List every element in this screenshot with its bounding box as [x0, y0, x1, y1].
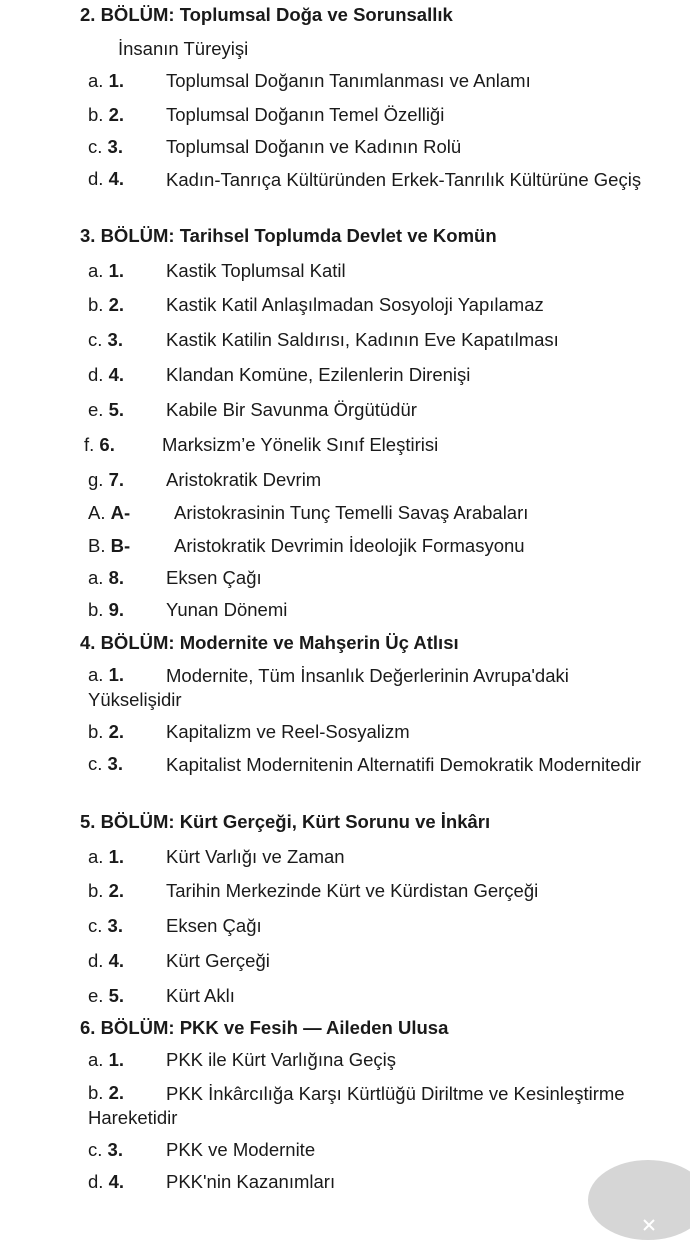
item-marker: d. 4.: [88, 1171, 125, 1192]
item-text: Yunan Dönemi: [166, 599, 288, 620]
section-subheading: İnsanın Türeyişi: [118, 38, 249, 59]
item-text: Klandan Komüne, Ezilenlerin Direnişi: [166, 364, 471, 385]
item-marker: b. 2.: [88, 880, 125, 901]
item-text: Kastik Katil Anlaşılmadan Sosyoloji Yapılamaz: [166, 294, 544, 315]
item-text: Aristokratik Devrim: [166, 469, 322, 490]
item-marker: c. 3.: [88, 915, 123, 936]
item-marker: a. 1.: [88, 260, 125, 281]
item-text: PKK İnkârcılığa Karşı Kürtlüğü Diriltme ve Kesinleştirme Hareketidir: [88, 1083, 625, 1128]
item-marker: c. 3.: [88, 329, 123, 350]
item-text: PKK ile Kürt Varlığına Geçiş: [166, 1049, 396, 1070]
item-marker: b. 2.: [88, 104, 125, 125]
section-heading: 5. BÖLÜM: Kürt Gerçeği, Kürt Sorunu ve İnkârı: [80, 811, 491, 832]
item-marker: g. 7.: [88, 469, 125, 490]
item-marker: d. 4.: [88, 364, 125, 385]
item-text: Kastik Toplumsal Katil: [166, 260, 346, 281]
item-text: Tarihin Merkezinde Kürt ve Kürdistan Gerçeği: [166, 880, 539, 901]
item-text: Kürt Gerçeği: [166, 950, 270, 971]
item-marker: f. 6.: [84, 434, 115, 455]
item-marker: b. 9.: [88, 599, 125, 620]
item-marker: c. 3.: [88, 753, 123, 774]
item-marker: a. 1.: [88, 70, 125, 91]
item-marker: c. 3.: [88, 1139, 123, 1160]
item-text: Aristokratik Devrimin İdeolojik Formasyonu: [174, 535, 525, 556]
item-marker: d. 4.: [88, 168, 125, 189]
item-text: Kadın-Tanrıça Kültüründen Erkek-Tanrılık Kültürüne Geçiş: [166, 169, 642, 190]
section-heading: 3. BÖLÜM: Tarihsel Toplumda Devlet ve Komün: [80, 225, 497, 246]
item-marker: B. B-: [88, 535, 131, 556]
item-marker: e. 5.: [88, 985, 125, 1006]
item-text: Kastik Katilin Saldırısı, Kadının Eve Kapatılması: [166, 329, 559, 350]
section-heading: 6. BÖLÜM: PKK ve Fesih — Aileden Ulusa: [80, 1017, 449, 1038]
item-text: Kabile Bir Savunma Örgütüdür: [166, 399, 417, 420]
item-marker: a. 1.: [88, 1049, 125, 1070]
item-text: Kürt Aklı: [166, 985, 235, 1006]
item-text: Toplumsal Doğanın Tanımlanması ve Anlamı: [166, 70, 531, 91]
item-text: Kürt Varlığı ve Zaman: [166, 846, 345, 867]
item-text: Modernite, Tüm İnsanlık Değerlerinin Avrupa'daki Yükselişidir: [88, 665, 569, 710]
item-text: PKK'nin Kazanımları: [166, 1171, 336, 1192]
item-text: Kapitalist Modernitenin Alternatifi Demokratik Modernitedir: [166, 754, 642, 775]
item-text: Toplumsal Doğanın ve Kadının Rolü: [166, 136, 462, 157]
item-marker: e. 5.: [88, 399, 125, 420]
item-text: Toplumsal Doğanın Temel Özelliği: [166, 104, 445, 125]
item-marker: a. 1.: [88, 846, 125, 867]
item-text: Eksen Çağı: [166, 567, 262, 588]
section-heading: 4. BÖLÜM: Modernite ve Mahşerin Üç Atlısı: [80, 632, 459, 653]
scroll-button[interactable]: [588, 1160, 690, 1240]
item-marker: c. 3.: [88, 136, 123, 157]
item-marker: a. 8.: [88, 567, 125, 588]
item-text: Aristokrasinin Tunç Temelli Savaş Arabaları: [174, 502, 529, 523]
item-marker: b. 2.: [88, 721, 125, 742]
item-marker: b. 2.: [88, 294, 125, 315]
item-marker: a. 1.: [88, 664, 125, 685]
item-text: Eksen Çağı: [166, 915, 262, 936]
item-text: PKK ve Modernite: [166, 1139, 316, 1160]
item-marker: A. A-: [88, 502, 131, 523]
section-heading: 2. BÖLÜM: Toplumsal Doğa ve Sorunsallık: [80, 4, 453, 25]
item-text: Kapitalizm ve Reel-Sosyalizm: [166, 721, 410, 742]
item-marker: b. 2.: [88, 1082, 125, 1103]
item-marker: d. 4.: [88, 950, 125, 971]
close-icon: [642, 1218, 656, 1232]
item-text: Marksizm’e Yönelik Sınıf Eleştirisi: [162, 434, 439, 455]
